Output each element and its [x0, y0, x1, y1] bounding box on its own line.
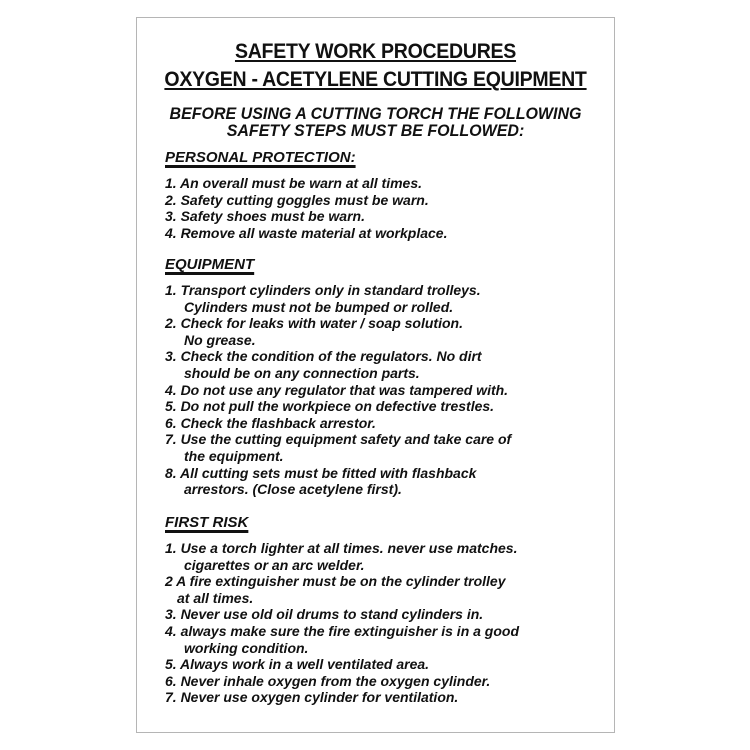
- item-text-continued: arrestors. (Close acetylene first).: [184, 481, 402, 498]
- list-item: [165, 573, 604, 606]
- item-text-continued: should be on any connection parts.: [184, 364, 420, 381]
- item-text: 1. Transport cylinders only in standard trolleys.: [165, 282, 481, 298]
- section-first-risk: [165, 514, 604, 706]
- list-item: [165, 348, 604, 381]
- item-text-continued: at all times.: [177, 589, 254, 606]
- intro-line-1: BEFORE USING A CUTTING TORCH THE FOLLOWING: [169, 105, 582, 123]
- list-item: [165, 431, 604, 464]
- list-item: [165, 606, 604, 623]
- item-text-continued: cigarettes or an arc welder.: [184, 556, 365, 573]
- list-item: [165, 282, 604, 315]
- list-item: [165, 673, 604, 690]
- section-heading: PERSONAL PROTECTION:: [165, 149, 356, 166]
- item-list: [165, 540, 604, 706]
- item-text: 6. Never inhale oxygen from the oxygen cylinder.: [165, 672, 491, 689]
- list-item: [165, 656, 604, 673]
- item-text: 4. Do not use any regulator that was tampered with.: [165, 381, 509, 398]
- item-text: 2. Safety cutting goggles must be warn.: [165, 191, 429, 208]
- section-personal-protection: [165, 149, 604, 241]
- item-text: 2 A fire extinguisher must be on the cylinder trolley: [165, 573, 506, 590]
- list-item: [165, 415, 604, 432]
- section-equipment: [165, 256, 604, 498]
- item-text: 3. Safety shoes must be warn.: [165, 208, 365, 225]
- item-text-continued: Cylinders must not be bumped or rolled.: [184, 298, 454, 315]
- section-heading: EQUIPMENT: [165, 256, 255, 273]
- item-text: 6. Check the flashback arrestor.: [165, 414, 376, 431]
- item-text-continued: No grease.: [184, 331, 256, 348]
- list-item: [165, 175, 604, 192]
- item-text: 3. Never use old oil drums to stand cylinders in.: [165, 606, 484, 623]
- item-text: 4. Remove all waste material at workplace.: [165, 224, 448, 241]
- list-item: [165, 623, 604, 656]
- list-item: [165, 540, 604, 573]
- safety-sign: [136, 17, 615, 733]
- list-item: [165, 208, 604, 225]
- item-text: 4. always make sure the fire extinguisher is in a good: [165, 622, 520, 639]
- item-text-continued: working condition.: [184, 639, 309, 656]
- item-text: 2. Check for leaks with water / soap solution.: [165, 315, 463, 332]
- list-item: [165, 192, 604, 209]
- sign-title-line-2: OXYGEN - ACETYLENE CUTTING EQUIPMENT: [164, 68, 587, 91]
- item-text: 7. Never use oxygen cylinder for ventilation.: [165, 689, 459, 706]
- list-item: [165, 398, 604, 415]
- section-heading: FIRST RISK: [165, 514, 249, 531]
- item-text: 8. All cutting sets must be fitted with flashback: [165, 464, 477, 481]
- sign-title-line-1: SAFETY WORK PROCEDURES: [234, 40, 517, 63]
- item-text: 7. Use the cutting equipment safety and take care of: [165, 431, 512, 448]
- item-text: 3. Check the condition of the regulators. No dirt: [165, 348, 482, 365]
- list-item: [165, 225, 604, 242]
- item-text-continued: the equipment.: [184, 447, 284, 464]
- list-item: [165, 382, 604, 399]
- item-text: 5. Do not pull the workpiece on defective trestles.: [165, 398, 495, 415]
- list-item: [165, 689, 604, 706]
- list-item: [165, 315, 604, 348]
- item-list: [165, 175, 604, 241]
- item-text: 5. Always work in a well ventilated area.: [165, 656, 430, 673]
- item-text: 1. Use a torch lighter at all times. never use matches.: [165, 540, 518, 556]
- list-item: [165, 465, 604, 498]
- item-text: 1. An overall must be warn at all times.: [165, 175, 423, 191]
- item-list: [165, 282, 604, 498]
- intro-line-2: SAFETY STEPS MUST BE FOLLOWED:: [226, 122, 525, 140]
